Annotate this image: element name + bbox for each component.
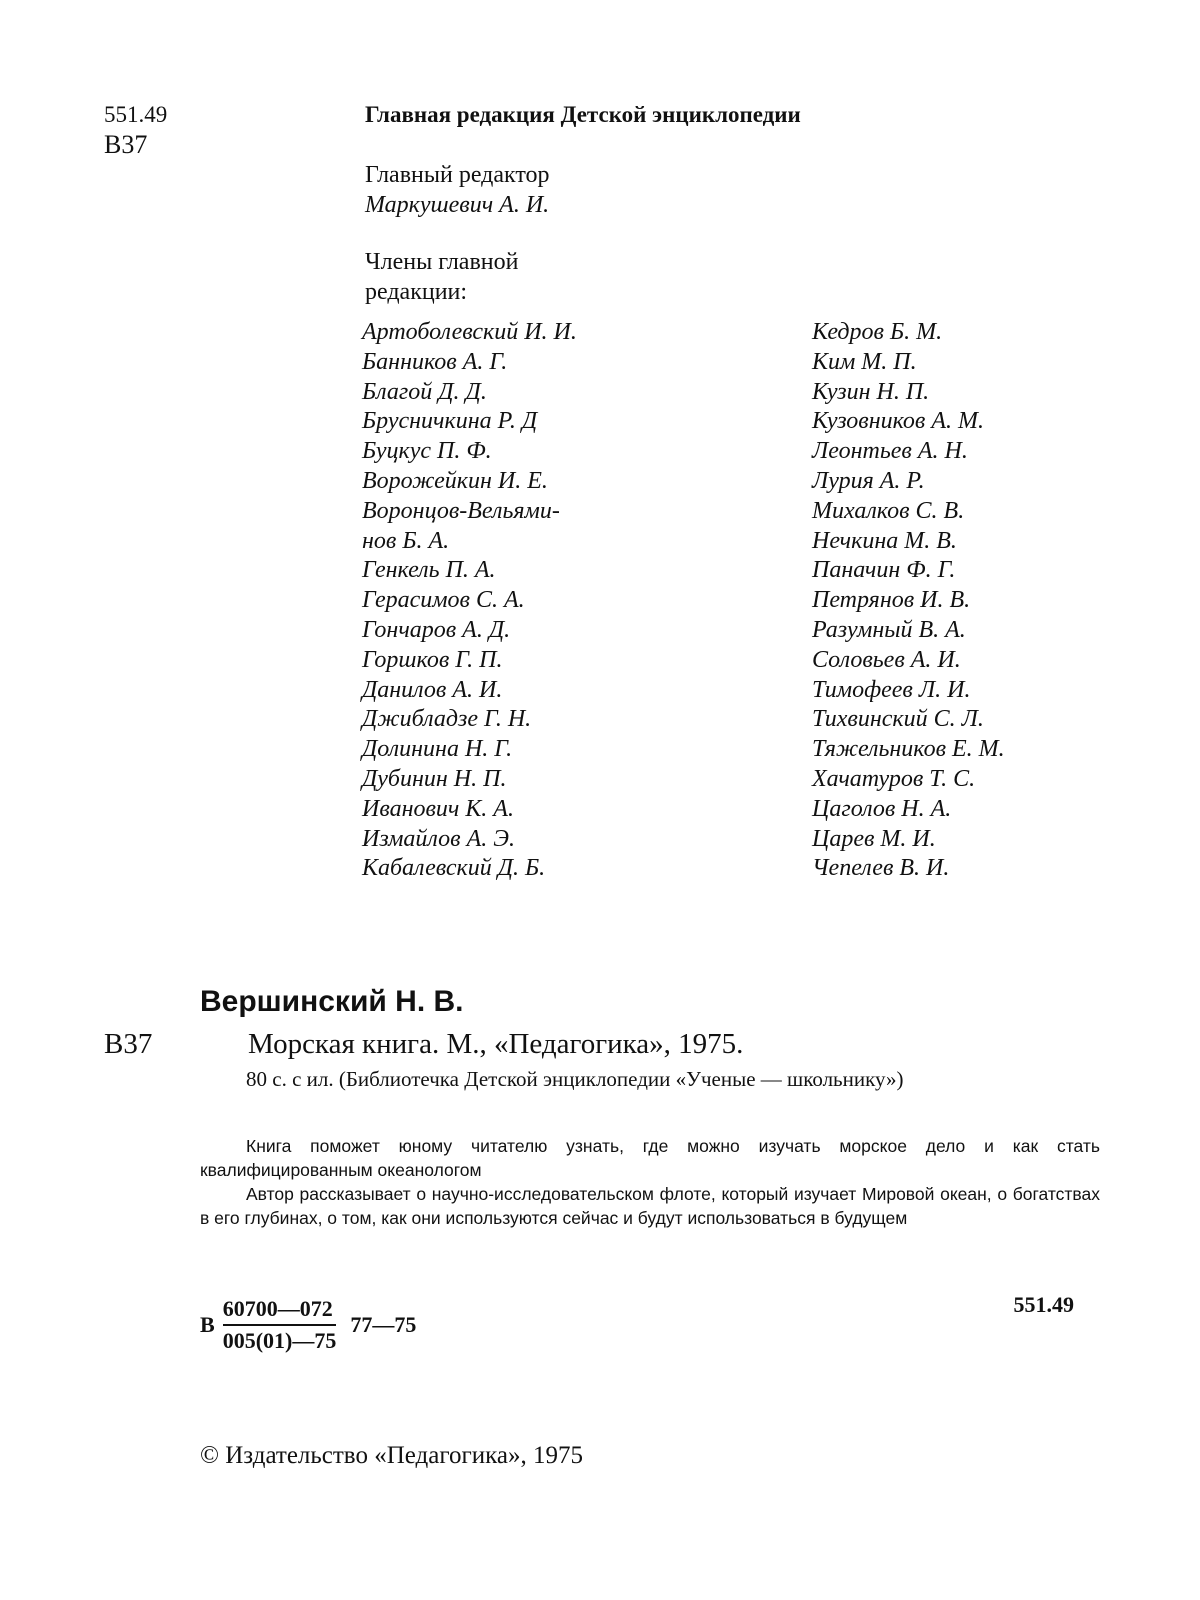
catalog-denominator: 005(01)—75 bbox=[223, 1326, 337, 1354]
catalog-suffix: 77—75 bbox=[350, 1312, 416, 1338]
member-name: Генкель П. А. bbox=[362, 556, 577, 586]
member-name: Михалков С. В. bbox=[812, 497, 1005, 527]
members-label: Члены главной редакции: bbox=[365, 247, 625, 307]
member-name: Лурия А. Р. bbox=[812, 467, 1005, 497]
member-name: Воронцов-Вельями- bbox=[362, 497, 577, 527]
catalog-index bbox=[200, 1296, 416, 1354]
member-name: Царев М. И. bbox=[812, 825, 1005, 855]
member-name: Кабалевский Д. Б. bbox=[362, 854, 577, 884]
member-name: Артоболевский И. И. bbox=[362, 318, 577, 348]
member-name: Гончаров А. Д. bbox=[362, 616, 577, 646]
member-name: Тимофеев Л. И. bbox=[812, 676, 1005, 706]
member-name: Банников А. Г. bbox=[362, 348, 577, 378]
member-name: Нечкина М. В. bbox=[812, 527, 1005, 557]
member-name: Соловьев А. И. bbox=[812, 646, 1005, 676]
member-name: Тихвинский С. Л. bbox=[812, 705, 1005, 735]
member-name: Данилов А. И. bbox=[362, 676, 577, 706]
annotation-paragraph-1: Книга поможет юному читателю узнать, где можно изучать морское дело и как стать квалифицированным океанологом bbox=[200, 1134, 1100, 1182]
member-name: Буцкус П. Ф. bbox=[362, 437, 577, 467]
member-name: Герасимов С. А. bbox=[362, 586, 577, 616]
book-author: Вершинский Н. В. bbox=[200, 985, 464, 1019]
member-name: Паначин Ф. Г. bbox=[812, 556, 1005, 586]
book-author-mark: В37 bbox=[104, 1028, 152, 1061]
member-name: Благой Д. Д. bbox=[362, 378, 577, 408]
annotation-paragraph-2: Автор рассказывает о научно-исследовательском флоте, который изучает Мировой океан, о богатствах в его глубинах, о том, как они используются сейчас и будут использоваться в будущем bbox=[200, 1182, 1100, 1230]
book-annotation bbox=[200, 1134, 1100, 1230]
member-name: Чепелев В. И. bbox=[812, 854, 1005, 884]
member-name: Леонтьев А. Н. bbox=[812, 437, 1005, 467]
copyright-line: © Издательство «Педагогика», 1975 bbox=[200, 1442, 583, 1470]
udc-block bbox=[104, 100, 167, 160]
members-list-left bbox=[362, 318, 577, 884]
catalog-letter: В bbox=[200, 1312, 215, 1338]
author-mark: В37 bbox=[104, 130, 167, 160]
member-name: Тяжельников Е. М. bbox=[812, 735, 1005, 765]
member-name: Кузин Н. П. bbox=[812, 378, 1005, 408]
chief-editor-role: Главный редактор bbox=[365, 160, 550, 190]
member-name: Горшков Г. П. bbox=[362, 646, 577, 676]
book-title-line: Морская книга. М., «Педагогика», 1975. bbox=[248, 1028, 743, 1061]
chief-editor-name: Маркушевич А. И. bbox=[365, 190, 550, 220]
member-name: Долинина Н. Г. bbox=[362, 735, 577, 765]
members-list-right bbox=[812, 318, 1005, 884]
physical-description: 80 с. с ил. (Библиотечка Детской энциклопедии «Ученые — школьнику») bbox=[200, 1067, 1100, 1092]
member-name: Разумный В. А. bbox=[812, 616, 1005, 646]
member-name: Кедров Б. М. bbox=[812, 318, 1005, 348]
member-name: Цаголов Н. А. bbox=[812, 795, 1005, 825]
member-name: Хачатуров Т. С. bbox=[812, 765, 1005, 795]
catalog-fraction bbox=[223, 1296, 337, 1354]
member-name: Дубинин Н. П. bbox=[362, 765, 577, 795]
member-name: Иванович К. А. bbox=[362, 795, 577, 825]
udc-code-right: 551.49 bbox=[1014, 1292, 1075, 1318]
member-name: Кузовников А. М. bbox=[812, 407, 1005, 437]
chief-editor-block bbox=[365, 160, 550, 220]
member-name: Брусничкина Р. Д bbox=[362, 407, 577, 437]
book-description bbox=[200, 1067, 1100, 1092]
board-title: Главная редакция Детской энциклопедии bbox=[365, 102, 801, 128]
member-name: Петрянов И. В. bbox=[812, 586, 1005, 616]
member-name: Измайлов А. Э. bbox=[362, 825, 577, 855]
member-name: Джибладзе Г. Н. bbox=[362, 705, 577, 735]
member-name: нов Б. А. bbox=[362, 527, 577, 557]
member-name: Ким М. П. bbox=[812, 348, 1005, 378]
member-name: Ворожейкин И. Е. bbox=[362, 467, 577, 497]
udc-code: 551.49 bbox=[104, 100, 167, 130]
catalog-numerator: 60700—072 bbox=[223, 1296, 337, 1326]
